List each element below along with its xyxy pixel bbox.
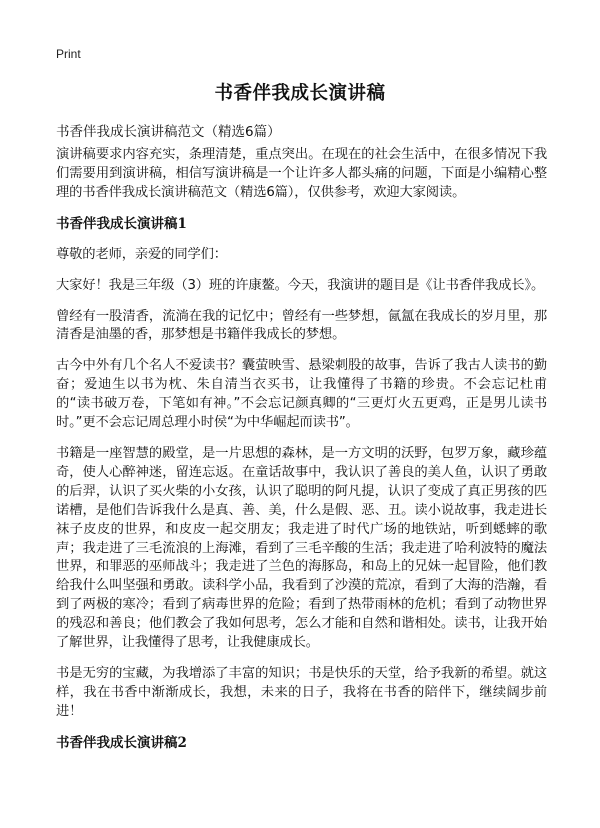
print-link[interactable]: Print: [56, 47, 81, 61]
body-paragraph: 大家好！我是三年级（3）班的许康鳌。今天，我演讲的题目是《让书香伴我成长》。: [56, 277, 545, 293]
intro-paragraph: 演讲稿要求内容充实，条理清楚，重点突出。在现在的社会生活中，在很多情况下我们需要用到演讲稿，相信写演讲稿是一个让许多人都头痛的问题，下面是小编精心整理的书香伴我成长演讲稿范文（精选6篇），仅供参考，欢迎大家阅读。: [56, 147, 547, 200]
section-1-heading: 书香伴我成长演讲稿1: [56, 215, 187, 232]
page-subtitle: 书香伴我成长演讲稿范文（精选6篇）: [56, 124, 281, 140]
body-paragraph: 古今中外有几个名人不爱读书？囊萤映雪、悬梁刺股的故事，告诉了我古人读书的勤奋；爱迪生以书为枕、朱自清当衣买书，让我懂得了书籍的珍贵。不会忘记杜甫的“读书破万卷，下笔如有神。”不会忘记颜真卿的“三更灯火五更鸡，正是男儿读书时。”更不会忘记周总理小时侯“为中华崛起而读书”。: [56, 358, 547, 431]
page-title: 书香伴我成长演讲稿: [214, 83, 386, 104]
body-paragraph: 书籍是一座智慧的殿堂，是一片思想的森林，是一方文明的沃野，包罗万象，藏珍蕴奇，使人心醉神迷，留连忘返。在童话故事中，我认识了善良的美人鱼，认识了勇敢的后羿，认识了买火柴的小女孩，认识了聪明的阿凡提，认识了变成了真正男孩的匹诺槽，是他们告诉我什么是真、善、美，什么是假、恶、丑。读小说故事，我走进长袜子皮皮的世界，和皮皮一起交朋友；我走进了时代广场的地铁站，听到蟋蟀的歌声；我走进了三毛流浪的上海滩，看到了三毛辛酸的生活；我走进了哈利波特的魔法世界，和罪恶的巫师战斗；我走进了兰色的海豚岛，和岛上的兄妹一起冒险，他们教给我什么叫坚强和勇敢。读科学小品，我看到了沙漠的荒凉，看到了大海的浩瀚，看到了两极的寒冷；看到了病毒世界的危险；看到了热带雨林的危机；看到了动物世界的残忍和善良；他们教会了我如何思考，怎么才能和自然和谐相处。读书，让我开始了解世界，让我懂得了思考，让我健康成长。: [56, 445, 547, 651]
section-2-heading: 书香伴我成长演讲稿2: [56, 734, 187, 751]
body-paragraph: 书是无穷的宝藏，为我增添了丰富的知识；书是快乐的天堂，给予我新的希望。就这样，我在书香中渐渐成长，我想，未来的日子，我将在书香的陪伴下，继续阔步前进！: [56, 665, 547, 719]
body-paragraph: 曾经有一股清香，流淌在我的记忆中；曾经有一些梦想，氤氲在我成长的岁月里，那清香是油墨的香，那梦想是书籍伴我成长的梦想。: [56, 308, 547, 343]
article-body: [56, 146, 547, 765]
greeting-paragraph: 尊敬的老师，亲爱的同学们：: [56, 246, 227, 262]
